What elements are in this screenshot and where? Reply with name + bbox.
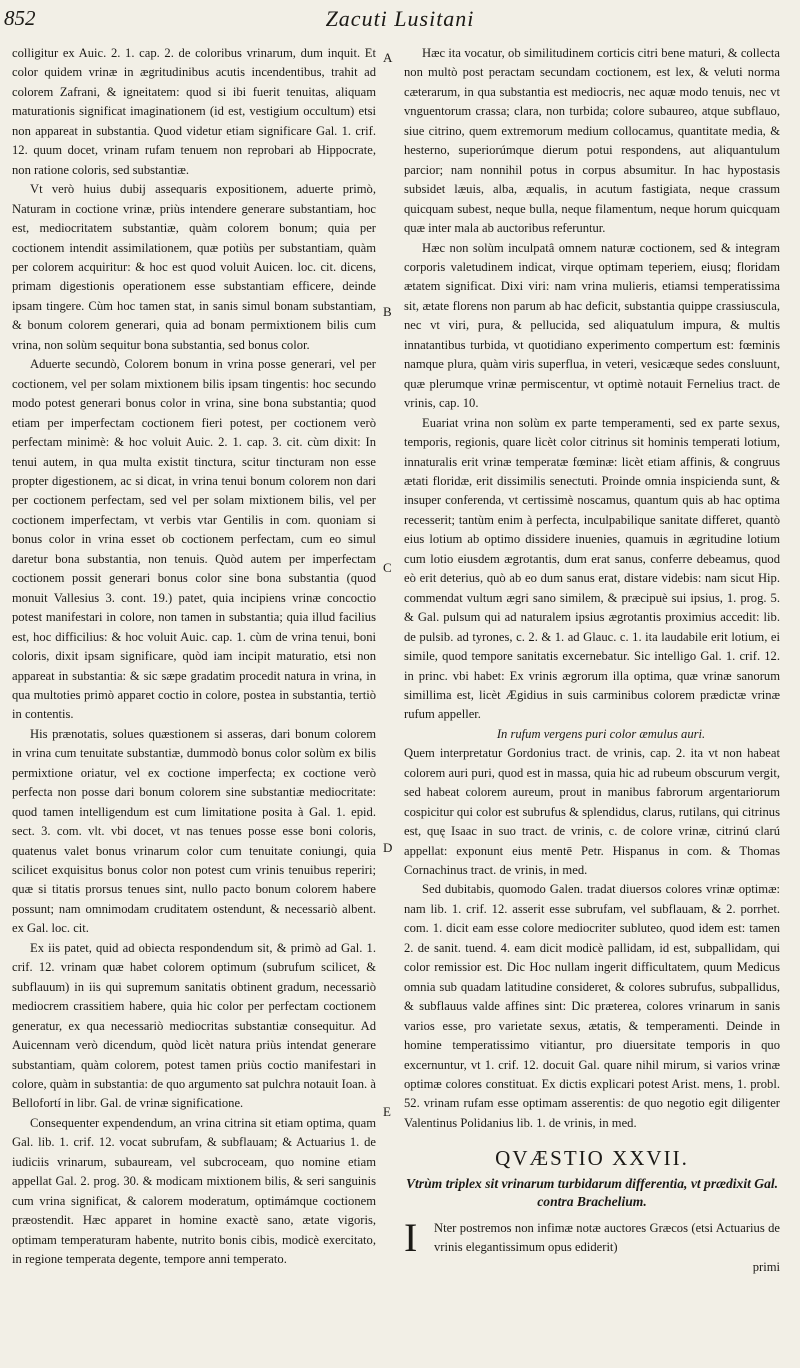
paragraph: Vt verò huius dubij assequaris expositionem, aduerte primò, Naturam in coctione vrinæ, priùs intendere generare substantiam, hoc est, mediocritatem substantiæ, quàm colorem bonum; quia per coctionem intendit assimilationem, quæ potiùs per substantiam, quàm per colorem acquiritur: & hoc est quod voluit Auicen. loc. cit. dicens, primam digestionis operationem esse substantiam efficere, deinde ipsam tingere. Cùm hoc tamen stat, in sanis simul bonam substantiam, & bonum colorem generari, quia ad bonam permixtionem bilis cum vrina, non solùm sequitur bona substantia, sed bonus color. <box>12 182 376 352</box>
page-number: 852 <box>4 6 36 30</box>
catchword: primi <box>752 1259 780 1274</box>
running-title: Zacuti Lusitani <box>325 6 475 31</box>
opening-paragraph <box>404 1214 780 1260</box>
right-column <box>404 44 780 1277</box>
question-title: QVÆSTIO XXVII. <box>495 1146 689 1171</box>
paragraph: Aduerte secundò, Colorem bonum in vrina posse generari, vel per coctionem, vel per solam mixtionem bilis ipsam tingentis: hoc secundo modo potest generari bonus color in vrina, sine bona substantia; quod etiam per imperfectam coctionem fieri potest, per coctionem verò perfectam minimè: & hoc voluit Auic. 2. 1. cap. 3. cit. cùm dixit: In tenui autem, in qua multa existit tinctura, scitur tincturam non esse propter digestionem, ac si dicat, in vrina tenui bonum colorem non dari per coctionem perfectam, sed vel per solam mixtionem bilis, vel per coctionem imperfectam, vt verbis vtar Gentilis in com. quoniam si bonus color in vrina esset ob coctionem perfectam, cum eo simul daretur bona substantia, non tenuis. Quòd autem per imperfectam coctionem possit generari bonus color sine bona substantia (quod monuit Vallesius 3. cont. 19.) patet, quia incipiens vrinæ concoctio potest manifestari in colore, non tamen in substantia; quia illud facilius est, hoc difficilius: & hoc voluit Auic. cap. 1. cùm de vrina tenui, boni coloris, dixit ipsam significare, quòd iam incipit maturatio, etsi non appareat in substantia: & sic sæpe gradatim procedit natura in vrina, in qua multoties primò apparet coctio in colore, postea in substantia, tertiò in contentis. <box>12 357 376 722</box>
margin-letter-d: D <box>383 840 393 855</box>
opening-paragraph-text: Nter postremos non infimæ notæ auctores Græcos (etsi Actuarius de vrinis elegantissimum opus ediderit) <box>434 1220 780 1255</box>
left-column <box>12 44 376 1270</box>
drop-cap: I <box>404 1214 418 1260</box>
margin-letter-e: E <box>383 1104 391 1119</box>
margin-letter-c: C <box>383 560 392 575</box>
paragraph: Hæc non solùm inculpatâ omnem naturæ coctionem, sed & integram corporis valetudinem indicat, virque optimam teperiem, eiusq; floridam ætatem significat. Dixi viri: nam vrina mulieris, etiamsi temperatissima sit, ætate florens non parum ab hac deficit, substantia quippe crassiuscula, nec vt viri, pura, & pellucida, sed aliquatulum impura, & multis innatantibus turbida, vt quotidiano experimento compertum est: fœminis namque plura, quàm viris superflua, in veteri, vesicæque sedes consluunt, quæ plerumque vrinæ permiscentur, vt optimè notauit Fernelius tract. de vrinis, cap. 10. <box>404 240 780 411</box>
paragraph: His prænotatis, solues quæstionem si asseras, dari bonum colorem in vrina cum tenuitate substantiæ, dummodò bonus color solùm ex bilis permixtione oriatur, vel ex coctione imperfecta; ex coctione verò perfecta non posse dari bonum colorem sine substantiæ mediocritate: quod tamen intelligendum est cum limitatione posita à Gal. 1. epid. sect. 3. com. vlt. vbi docet, vt nas tenues posse esse boni coloris, quatenus valet bonus vrinarum color cum tenuitate coniungi, quia scilicet exquisitus bonus color non potest cum vrinis tenuibus reperiri; quæ si titatis prorsus tenues sint, nullo pacto bonum colorem habere possunt; nam omnimodam cruditatem ostendunt, & necessariò albent. ex Gal. loc. cit. <box>12 726 376 936</box>
margin-letter-a: A <box>383 50 393 65</box>
paragraph: Sed dubitabis, quomodo Galen. tradat diuersos colores vrinæ optimæ: nam lib. 1. crif. 12. asserit esse subrufam, vel subflauam, & 2. porrhet. com. 1. dicit eam esse colore mediocriter subluteo, quod idem est: tamen 2. de sanit. tuend. 4. eam dicit modicè pallidam, id est, subpallidam, qui color remissior est. Dic Hoc nullam ingerit difficultatem, quum Medicus omnia sub quadam latitudine consideret, & colores subrufus, subpallidus, & subflauus valde affines sint: Dic præterea, colores vrinarum in sanis varios esse, pro varietate sexus, ætatis, & temperamenti. Deinde in homine temperatissimo vitiantur, pro diuersitate temporis in quo excernuntur, vt 1. crif. 12. docuit Gal. quare nihil mirum, si varios vrinæ optimæ colores constituat. Ex dictis explicari potest Arist. mens, 1. probl. 52. vrinam rufam esse optimam asserentis: de quo negotio egit diligenter Valentinus Polidanius lib. 1. de vrinis, in med. <box>404 882 780 1130</box>
verse-line: In rufum vergens puri color æmulus auri. <box>496 726 706 741</box>
paragraph: Euariat vrina non solùm ex parte temperamenti, sed ex parte sexus, temporis, regionis, quare licèt color citrinus sit hominis temperati lotium, innaturalis erit vrinæ temperatæ fœminæ: licèt etiam affinis, & congruus ætati floridæ, erit dissimilis senectuti. Proinde omnia inspicienda sunt, & insuper conferenda, vt certissimè noscamus, quantum quis ab hac optima recesserit; tantùm enim à perfecta, inculpabilique sanitate differet, quantò eius lotium ab optimo dissidere inuenies, quamuis in ægritudine lotium cum lotio eiusdem ægrotantis, dum erat sanus, conferre debeamus, quod eò erit deterius, quò ab eo dum sanus erat, distare videbis: nam sicut Hip. commendat vultum ægri sano similem, & præcipuè sui ipsius, 1. prog. 5. & Gal. pulsum qui ad naturalem ipsius ægrotantis proximius accedit: lib. de pulsib. ad tyrones, c. 2. & 1. ad Glauc. c. 1. ita laudabile erit lotium, ei simile, quod tempore sanitatis excernebatur. Sic intelligo Gal. 1. crif. 12. in princ. vbi habet: Ex vrinis ægrorum illa optima, quæ vrinæ sanorum simillima est, licèt Ægidius in suis carminibus colorem prædictæ vrinæ rufum appeller. <box>404 415 780 722</box>
paragraph: colligitur ex Auic. 2. 1. cap. 2. de coloribus vrinarum, dum inquit. Et color quidem vrinæ in ægritudinibus acutis incendentibus, trahit ad colorem Zafrani, & igneitatem: quod si ibi fuerit tenuitas, aliquam maturationis significat imaginationem (id est, vestigium occultum) etsi non appareat in substantia. Quod videtur etiam significare Gal. 1. crif. 12. quum docet, vrinam rufam tenuem non reprobari ab Hippocrate, non ratione coloris, sed substantiæ. <box>12 46 376 177</box>
paragraph: Ex iis patet, quid ad obiecta respondendum sit, & primò ad Gal. 1. crif. 12. vrinam quæ habet colorem optimum (subrufum scilicet, & subflauum) in iis qui supremum sanitatis obtinent gradum, necessariò mediocrem crassitiem habere, quia hic color per perfectam coctionem generatur, ex qua necessariò mediocritas substantiæ consequitur. Ad Auicennam verò dicendum, quòd licèt natura priùs intendat generare substantiam, quàm colorem, potest tamen priùs coctio manifestari in colore, quàm in substantia: de quo argumento sat pulchra notauit Ioan. à Bellofortí in libr. Gal. de vrinæ significatione. <box>12 940 376 1111</box>
margin-letter-b: B <box>383 304 392 319</box>
question-subtitle: Vtrùm triplex sit vrinarum turbidarum differentia, vt prædixit Gal. contra Brachelium. <box>405 1175 779 1209</box>
paragraph: Quem interpretatur Gordonius tract. de vrinis, cap. 2. ita vt non habeat colorem auri puri, quod est in massa, quia hic ad rubeum obscurum vergit, sed habeat colorem aureum, prout in manibus fabrorum argentariorum cospicitur qui color est subrufus & splendidus, clarus, rutilans, qui citrinus est, quę Isaac in suo tract. de vrinis, c. de colore vrinæ, citrinú clarú appellat: exponunt eius mentē Petr. Hispanus in com. & Thomas Cornachinus tract. de vrinis, in med. <box>404 746 780 878</box>
paragraph: Consequenter expendendum, an vrina citrina sit etiam optima, quam Gal. lib. 1. crif. 12. vocat subrufam, & subflauam; & Actuarius 1. de iudiciis vrinarum, subauream, vel subcroceam, quo nomine etiam appellat Gal. 2. prog. 30. & modicam mixtionem bilis, & seri sanguinis cum vrina significat, & calorem moderatum, optimámque coctionem præostendit. Hæc apparet in homine exactè sano, ætate vigoris, optimam temperaturam habente, nutrito bonis cibis, modicè exercitato, in regione temperata degente, tempore anni temperato. <box>12 1115 376 1267</box>
paragraph: Hæc ita vocatur, ob similitudinem corticis citri bene maturi, & collecta non multò post peractam secundam coctionem, est lex, & veluti norma cæterarum, in qua substantia est mediocris, nec aquæ modo tenuis, nec vt vnguentorum crassa; clara, non turbida; colore subaureo, atque subflauo, siue citrino, quem extremorum medium collocamus, quantitate media, & hesterno, superiorúmque dierum potui respondens, aut aliquantulum parcior; nam nonnihil potus in corpus absumitur. In hac hypostasis subsidet læuis, alba, æqualis, in acutum fastigiata, neque crassum quicquam subest, neque bulla, neque filamentum, neque horum quicquam quæ inter mala ab auctoribus referuntur. <box>404 46 780 236</box>
page-header <box>0 6 800 36</box>
